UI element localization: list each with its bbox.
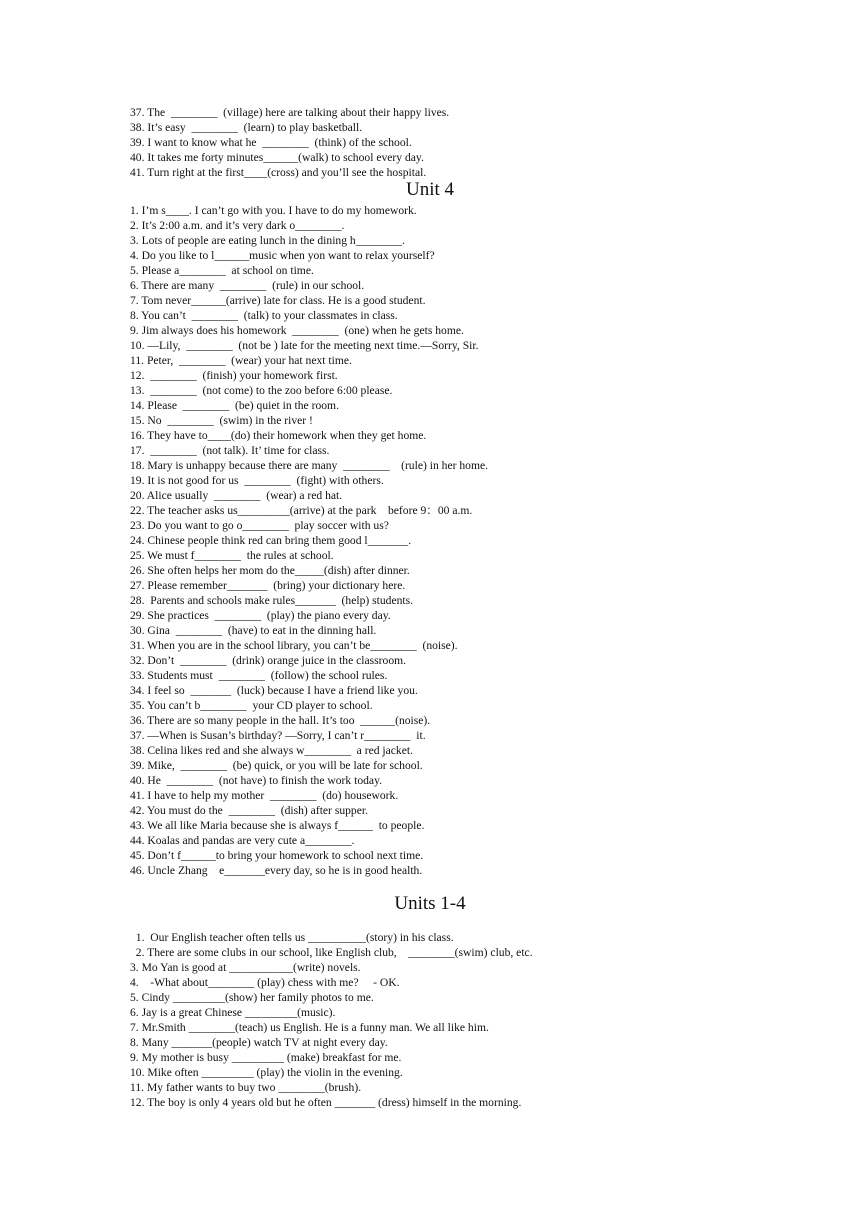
exercise-item: 19. It is not good for us ________ (fight) with others. [130, 474, 384, 487]
exercise-item: 9. My mother is busy _________ (make) breakfast for me. [130, 1051, 402, 1064]
exercise-item: 35. You can’t b________ your CD player to school. [130, 699, 373, 712]
exercise-item: 10. —Lily, ________ (not be ) late for the meeting next time.—Sorry, Sir. [130, 339, 479, 352]
exercise-item: 40. It takes me forty minutes______(walk) to school every day. [130, 151, 424, 164]
exercise-item: 8. Many _______(people) watch TV at night every day. [130, 1036, 388, 1049]
exercise-item: 20. Alice usually ________ (wear) a red hat. [130, 489, 343, 502]
exercise-item: 30. Gina ________ (have) to eat in the dinning hall. [130, 624, 377, 637]
exercise-item: 32. Don’t ________ (drink) orange juice in the classroom. [130, 654, 407, 667]
exercise-item: 27. Please remember_______ (bring) your dictionary here. [130, 579, 406, 592]
exercise-item: 22. The teacher asks us_________(arrive) at the park before 9：00 a.m. [130, 504, 473, 517]
exercise-item: 23. Do you want to go o________ play soccer with us? [130, 519, 389, 532]
exercise-item: 6. Jay is a great Chinese _________(music). [130, 1006, 336, 1019]
exercise-item: 12. The boy is only 4 years old but he often _______ (dress) himself in the morning. [130, 1096, 522, 1109]
exercise-item: 5. Please a________ at school on time. [130, 264, 314, 277]
exercise-item: 31. When you are in the school library, you can’t be________ (noise). [130, 639, 458, 652]
exercise-item: 17. ________ (not talk). It’ time for class. [130, 444, 330, 457]
exercise-item: 3. Mo Yan is good at ___________(write) novels. [130, 961, 361, 974]
exercise-item: 2. There are some clubs in our school, like English club, ________(swim) club, etc. [130, 946, 533, 959]
unit4-heading: Unit 4 [405, 179, 455, 200]
exercise-item: 41. I have to help my mother ________ (do) housework. [130, 789, 399, 802]
exercise-item: 45. Don’t f______to bring your homework to school next time. [130, 849, 424, 862]
units-1-4-heading: Units 1-4 [394, 893, 466, 914]
exercise-item: 9. Jim always does his homework ________ (one) when he gets home. [130, 324, 464, 337]
exercise-item: 38. It’s easy ________ (learn) to play basketball. [130, 121, 363, 134]
exercise-item: 16. They have to____(do) their homework when they get home. [130, 429, 427, 442]
exercise-item: 10. Mike often _________ (play) the violin in the evening. [130, 1066, 403, 1079]
exercise-item: 1. I’m s____. I can’t go with you. I have to do my homework. [130, 204, 417, 217]
exercise-item: 40. He ________ (not have) to finish the work today. [130, 774, 383, 787]
exercise-item: 4. -What about________ (play) chess with me? - OK. [130, 976, 400, 989]
exercise-item: 5. Cindy _________(show) her family photos to me. [130, 991, 374, 1004]
exercise-item: 26. She often helps her mom do the_____(dish) after dinner. [130, 564, 410, 577]
exercise-item: 34. I feel so _______ (luck) because I have a friend like you. [130, 684, 418, 697]
exercise-item: 38. Celina likes red and she always w________ a red jacket. [130, 744, 413, 757]
exercise-item: 2. It’s 2:00 a.m. and it’s very dark o________. [130, 219, 345, 232]
exercise-item: 7. Tom never______(arrive) late for class. He is a good student. [130, 294, 426, 307]
exercise-item: 42. You must do the ________ (dish) after supper. [130, 804, 368, 817]
exercise-item: 28. Parents and schools make rules_______ (help) students. [130, 594, 414, 607]
exercise-item: 8. You can’t ________ (talk) to your classmates in class. [130, 309, 398, 322]
exercise-item: 4. Do you like to l______music when yon want to relax yourself? [130, 249, 435, 262]
exercise-item: 7. Mr.Smith ________(teach) us English. He is a funny man. We all like him. [130, 1021, 489, 1034]
exercise-item: 13. ________ (not come) to the zoo before 6:00 please. [130, 384, 393, 397]
exercise-item: 39. I want to know what he ________ (think) of the school. [130, 136, 412, 149]
exercise-item: 15. No ________ (swim) in the river ! [130, 414, 313, 427]
exercise-item: 25. We must f________ the rules at school. [130, 549, 334, 562]
exercise-item: 24. Chinese people think red can bring them good l_______. [130, 534, 412, 547]
exercise-item: 37. —When is Susan’s birthday? —Sorry, I can’t r________ it. [130, 729, 426, 742]
exercise-item: 33. Students must ________ (follow) the school rules. [130, 669, 388, 682]
exercise-item: 39. Mike, ________ (be) quick, or you will be late for school. [130, 759, 423, 772]
exercise-item: 1. Our English teacher often tells us __________(story) in his class. [130, 931, 454, 944]
exercise-item: 6. There are many ________ (rule) in our school. [130, 279, 365, 292]
exercise-item: 12. ________ (finish) your homework first. [130, 369, 338, 382]
exercise-item: 11. My father wants to buy two ________(brush). [130, 1081, 362, 1094]
exercise-item: 14. Please ________ (be) quiet in the room. [130, 399, 339, 412]
exercise-item: 44. Koalas and pandas are very cute a________. [130, 834, 355, 847]
exercise-item: 11. Peter, ________ (wear) your hat next time. [130, 354, 352, 367]
exercise-item: 43. We all like Maria because she is always f______ to people. [130, 819, 425, 832]
exercise-item: 29. She practices ________ (play) the piano every day. [130, 609, 391, 622]
exercise-item: 37. The ________ (village) here are talking about their happy lives. [130, 106, 450, 119]
exercise-item: 41. Turn right at the first____(cross) and you’ll see the hospital. [130, 166, 427, 179]
exercise-item: 18. Mary is unhappy because there are many ________ (rule) in her home. [130, 459, 489, 472]
exercise-item: 46. Uncle Zhang e_______every day, so he is in good health. [130, 864, 423, 877]
exercise-item: 36. There are so many people in the hall. It’s too ______(noise). [130, 714, 431, 727]
exercise-item: 3. Lots of people are eating lunch in the dining h________. [130, 234, 405, 247]
